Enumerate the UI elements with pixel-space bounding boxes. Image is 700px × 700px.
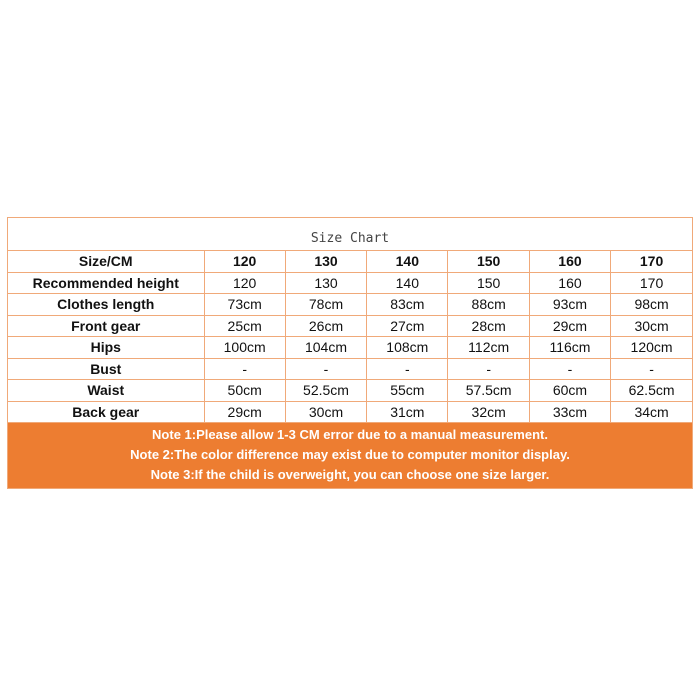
table-cell: 29cm (204, 401, 285, 423)
table-cell: 98cm (611, 294, 692, 316)
header-cell: 170 (611, 251, 692, 272)
note-3: Note 3:If the child is overweight, you can choose one size larger. (150, 467, 550, 482)
row-label: Hips (8, 337, 204, 359)
table-cell: 52.5cm (285, 380, 366, 402)
note-2: Note 2:The color difference may exist due to computer monitor display. (130, 447, 570, 462)
table-cell: 78cm (285, 294, 366, 316)
header-cell: Size/CM (8, 251, 204, 272)
table-cell: 130 (285, 272, 366, 294)
row-label: Bust (8, 358, 204, 380)
table-cell: 108cm (367, 337, 448, 359)
header-cell: 120 (204, 251, 285, 272)
table-cell: 104cm (285, 337, 366, 359)
table-cell: 93cm (529, 294, 610, 316)
table-cell: 170 (611, 272, 692, 294)
table-cell: 34cm (611, 401, 692, 423)
table-cell: - (367, 358, 448, 380)
header-cell: 150 (448, 251, 529, 272)
table-cell: 83cm (367, 294, 448, 316)
table-cell: 62.5cm (611, 380, 692, 402)
table-cell: 88cm (448, 294, 529, 316)
header-cell: 140 (367, 251, 448, 272)
row-label: Front gear (8, 315, 204, 337)
table-cell: 120 (204, 272, 285, 294)
table-cell: 112cm (448, 337, 529, 359)
table-cell: 160 (529, 272, 610, 294)
table-row (8, 272, 692, 294)
table-cell: 27cm (367, 315, 448, 337)
table-cell: 120cm (611, 337, 692, 359)
table-cell: 60cm (529, 380, 610, 402)
table-cell: 33cm (529, 401, 610, 423)
table-cell: 57.5cm (448, 380, 529, 402)
table-cell: 30cm (611, 315, 692, 337)
table-cell: 150 (448, 272, 529, 294)
table-row (8, 337, 692, 359)
table-cell: - (611, 358, 692, 380)
size-table (8, 251, 692, 423)
table-cell: - (529, 358, 610, 380)
note-1: Note 1:Please allow 1-3 CM error due to a manual measurement. (152, 427, 548, 442)
row-label: Back gear (8, 401, 204, 423)
notes-banner (8, 423, 692, 488)
row-label: Clothes length (8, 294, 204, 316)
table-cell: 32cm (448, 401, 529, 423)
header-row (8, 251, 692, 272)
row-label: Recommended height (8, 272, 204, 294)
table-row (8, 294, 692, 316)
header-cell: 160 (529, 251, 610, 272)
table-cell: - (448, 358, 529, 380)
table-cell: 26cm (285, 315, 366, 337)
table-cell: 25cm (204, 315, 285, 337)
row-label: Waist (8, 380, 204, 402)
table-cell: 31cm (367, 401, 448, 423)
table-cell: 140 (367, 272, 448, 294)
table-cell: 30cm (285, 401, 366, 423)
table-cell: 73cm (204, 294, 285, 316)
table-cell: - (285, 358, 366, 380)
table-cell: 28cm (448, 315, 529, 337)
header-cell: 130 (285, 251, 366, 272)
table-cell: - (204, 358, 285, 380)
table-cell: 29cm (529, 315, 610, 337)
size-chart (7, 217, 693, 489)
table-row (8, 401, 692, 423)
chart-title: Size Chart (8, 218, 692, 251)
table-cell: 50cm (204, 380, 285, 402)
table-row (8, 358, 692, 380)
table-cell: 55cm (367, 380, 448, 402)
table-cell: 116cm (529, 337, 610, 359)
table-row (8, 315, 692, 337)
table-row (8, 380, 692, 402)
table-cell: 100cm (204, 337, 285, 359)
